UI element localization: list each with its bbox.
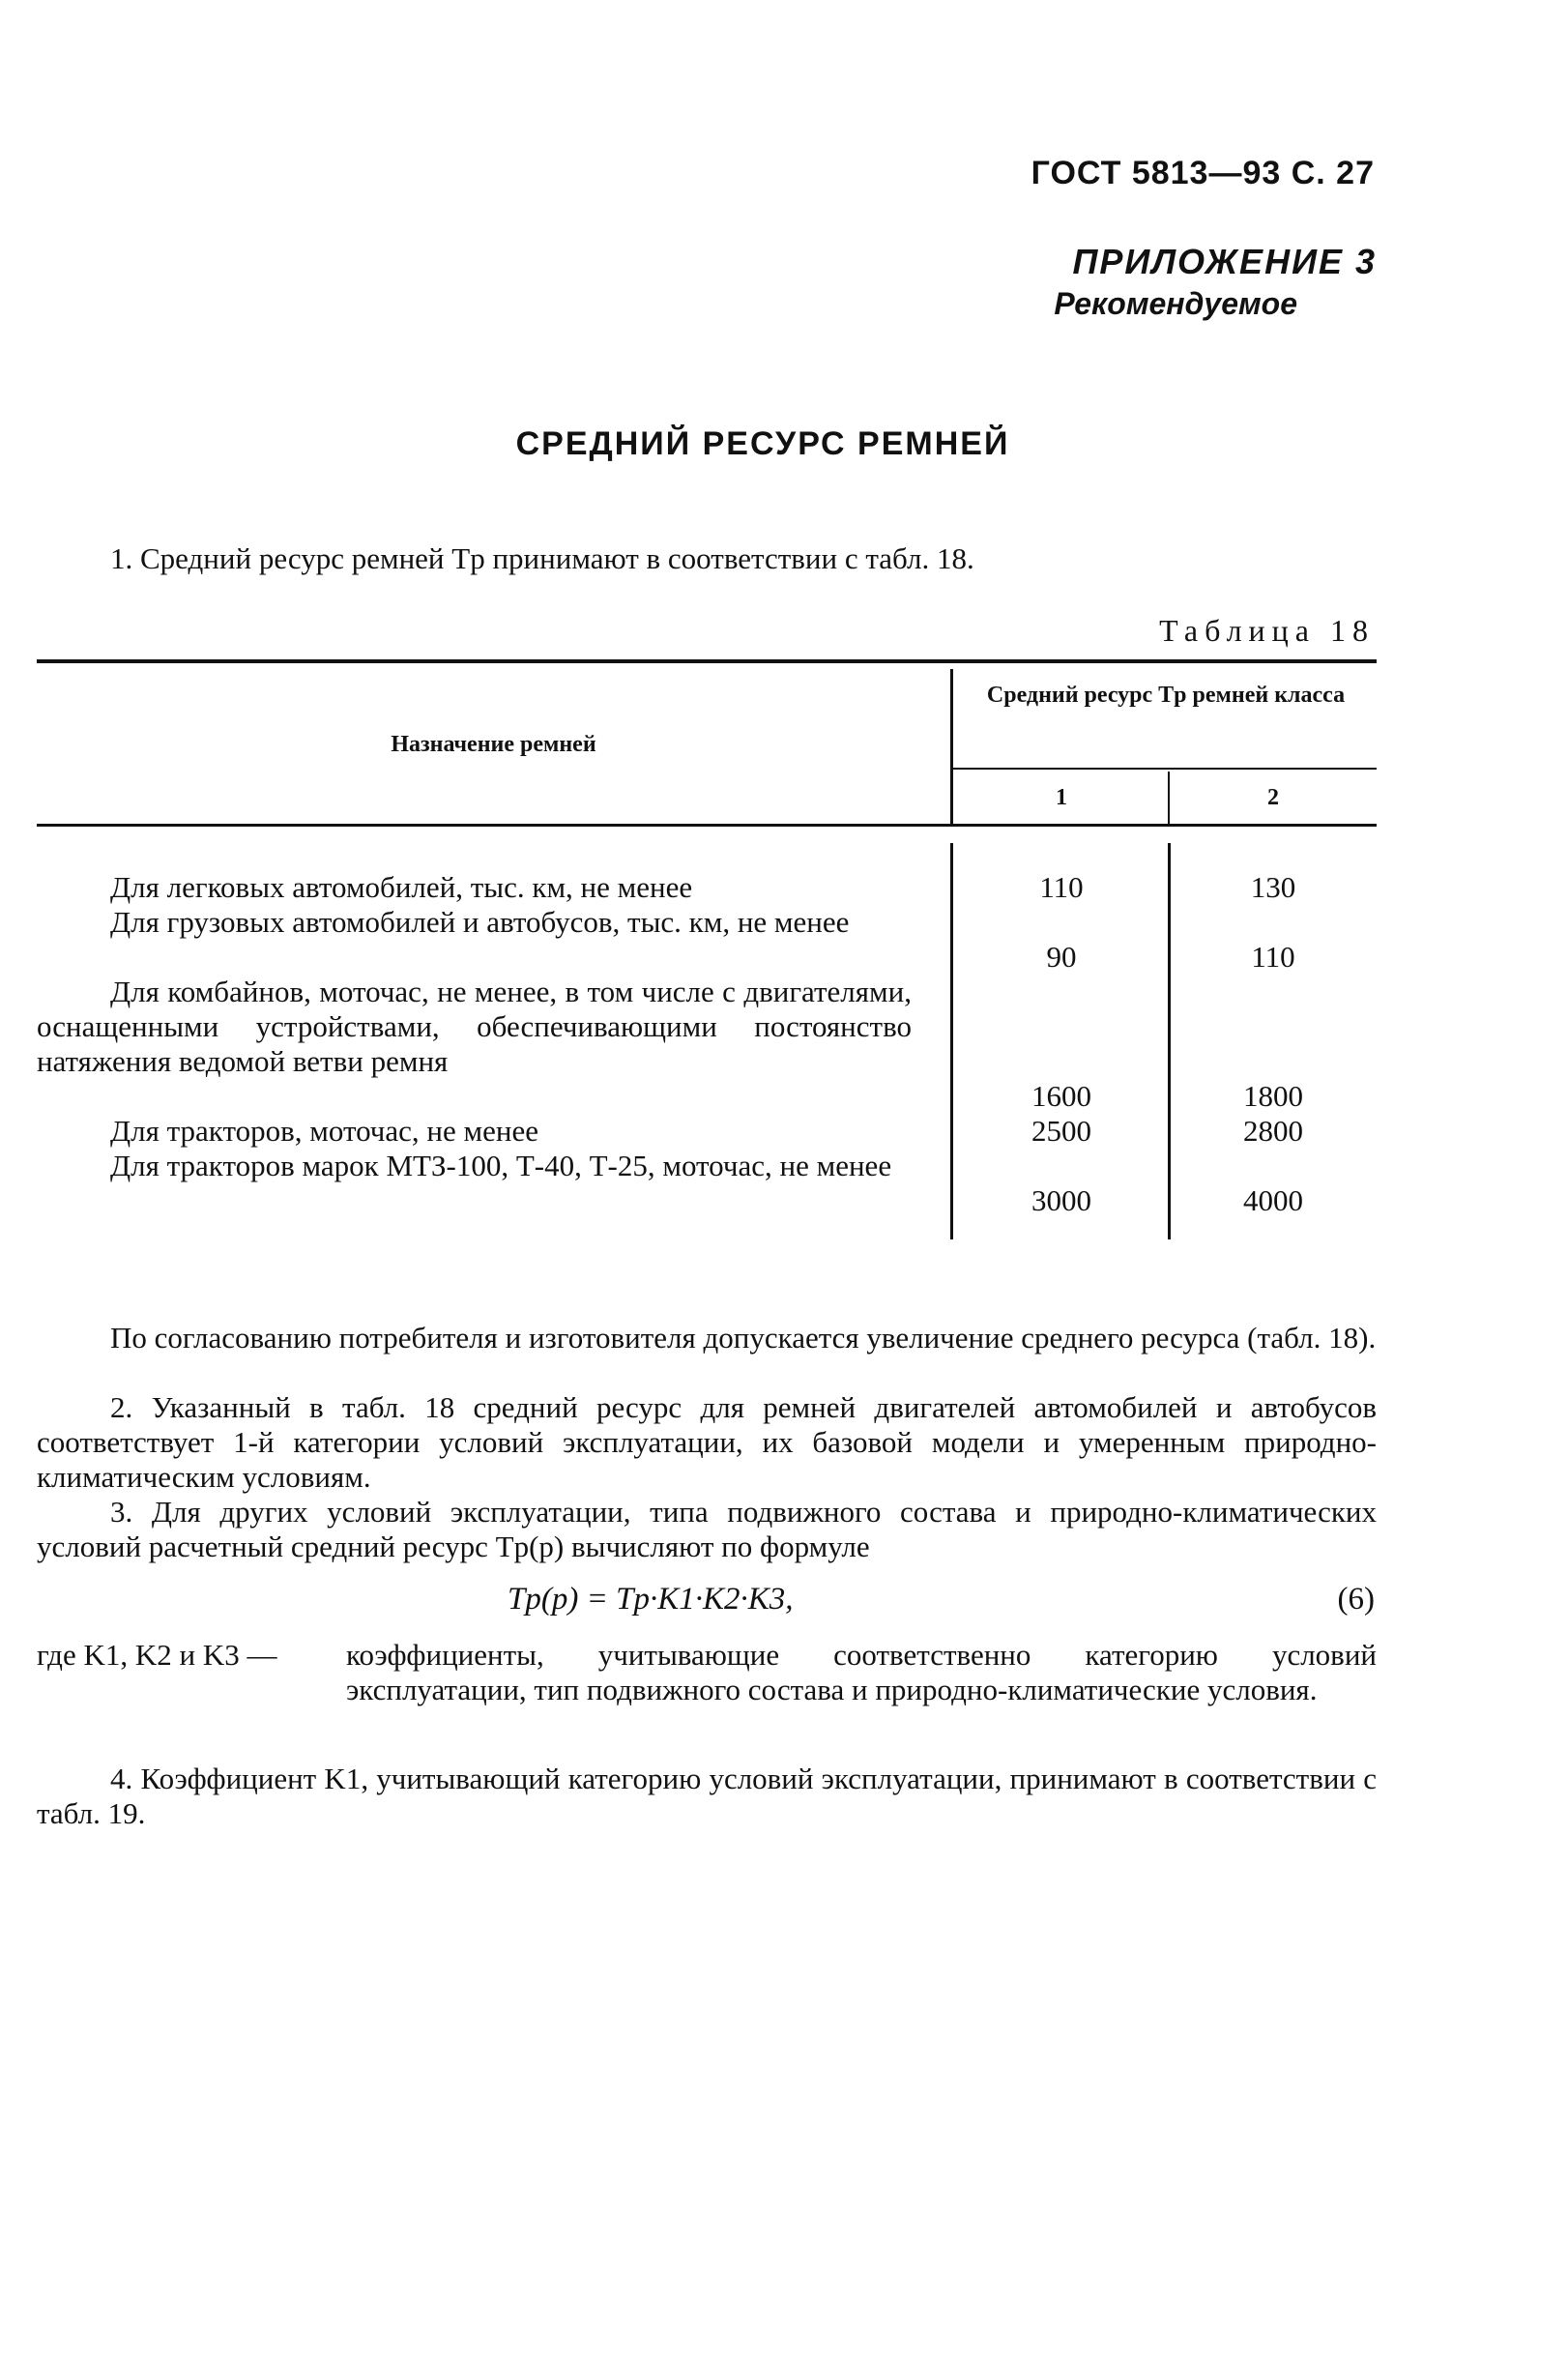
table-label: Таблица 18 [1159, 613, 1375, 648]
row-purpose: Для комбайнов, моточас, не менее, в том числе с двигателями, оснащенными устройствами, обеспечивающими постоянство натяжения ведомой ветви ремня [37, 975, 912, 1078]
row-class2-value: 130 [1250, 870, 1296, 904]
formula-number: (6) [1337, 1582, 1375, 1617]
row-class1-value: 90 [1046, 940, 1077, 974]
intro-paragraph: 1. Средний ресурс ремней Tр принимают в соответствии с табл. 18. [110, 541, 974, 575]
row-class1-value: 110 [1039, 870, 1084, 904]
paragraph-3: 3. Для других условий эксплуатации, типа подвижного состава и природно-климатических условий расчетный средний ресурс Tр(р) вычисляют по формуле [37, 1495, 1377, 1563]
row-purpose: Для тракторов марок МТЗ-100, Т-40, Т-25, моточас, не менее [110, 1149, 892, 1182]
row-class2-value: 2800 [1243, 1114, 1303, 1148]
table-header-rule [37, 824, 1377, 827]
column-header-class-2: 2 [1267, 785, 1279, 810]
column-header-purpose: Назначение ремней [391, 732, 596, 757]
page-title-text: СРЕДНИЙ РЕСУРС РЕМНЕЙ [515, 425, 1010, 462]
page-title [0, 425, 1568, 463]
row-class1-value: 3000 [1031, 1183, 1091, 1217]
appendix-status: Рекомендуемое [1054, 286, 1297, 321]
table-col-divider [950, 669, 953, 826]
resource-table [37, 659, 1377, 1239]
paragraph-4: 4. Коэффициент K1, учитывающий категорию условий эксплуатации, принимают в соответствии с табл. 19. [37, 1762, 1377, 1830]
formula-expression: Tр(р) = Tр·K1·K2·K3, [508, 1582, 794, 1617]
row-class1-value: 1600 [1031, 1079, 1091, 1113]
row-class2-value: 1800 [1243, 1079, 1303, 1113]
appendix-label: ПРИЛОЖЕНИЕ 3 [1072, 242, 1377, 281]
row-class1-value: 2500 [1031, 1114, 1091, 1148]
row-purpose: Для легковых автомобилей, тыс. км, не менее [110, 870, 693, 904]
table-top-rule [37, 659, 1377, 663]
agreement-paragraph: По согласованию потребителя и изготовителя допускается увеличение среднего ресурса (табл. 18). [110, 1321, 1377, 1355]
doc-reference: ГОСТ 5813—93 С. 27 [1031, 155, 1375, 191]
column-header-class-1: 1 [1056, 785, 1067, 810]
row-class2-value: 4000 [1243, 1183, 1303, 1217]
row-purpose: Для тракторов, моточас, не менее [110, 1114, 538, 1148]
column-header-resource: Средний ресурс Tр ремней класса [986, 683, 1346, 708]
table-col-divider [950, 843, 953, 1239]
row-class2-value: 110 [1251, 940, 1295, 974]
paragraph-2: 2. Указанный в табл. 18 средний ресурс для ремней двигателей автомобилей и автобусов соответствует 1-й категории условий эксплуатации, их базовой модели и умеренным природно-климатическим условиям. [37, 1390, 1377, 1494]
formula-legend-lead: где K1, K2 и K3 — [37, 1638, 277, 1672]
formula-legend-text: коэффициенты, учитывающие соответственно категорию условий эксплуатации, тип подвижного состава и природно-климатические условия. [346, 1638, 1377, 1706]
table-subheader-rule [950, 768, 1377, 770]
row-purpose: Для грузовых автомобилей и автобусов, тыс. км, не менее [110, 905, 850, 939]
